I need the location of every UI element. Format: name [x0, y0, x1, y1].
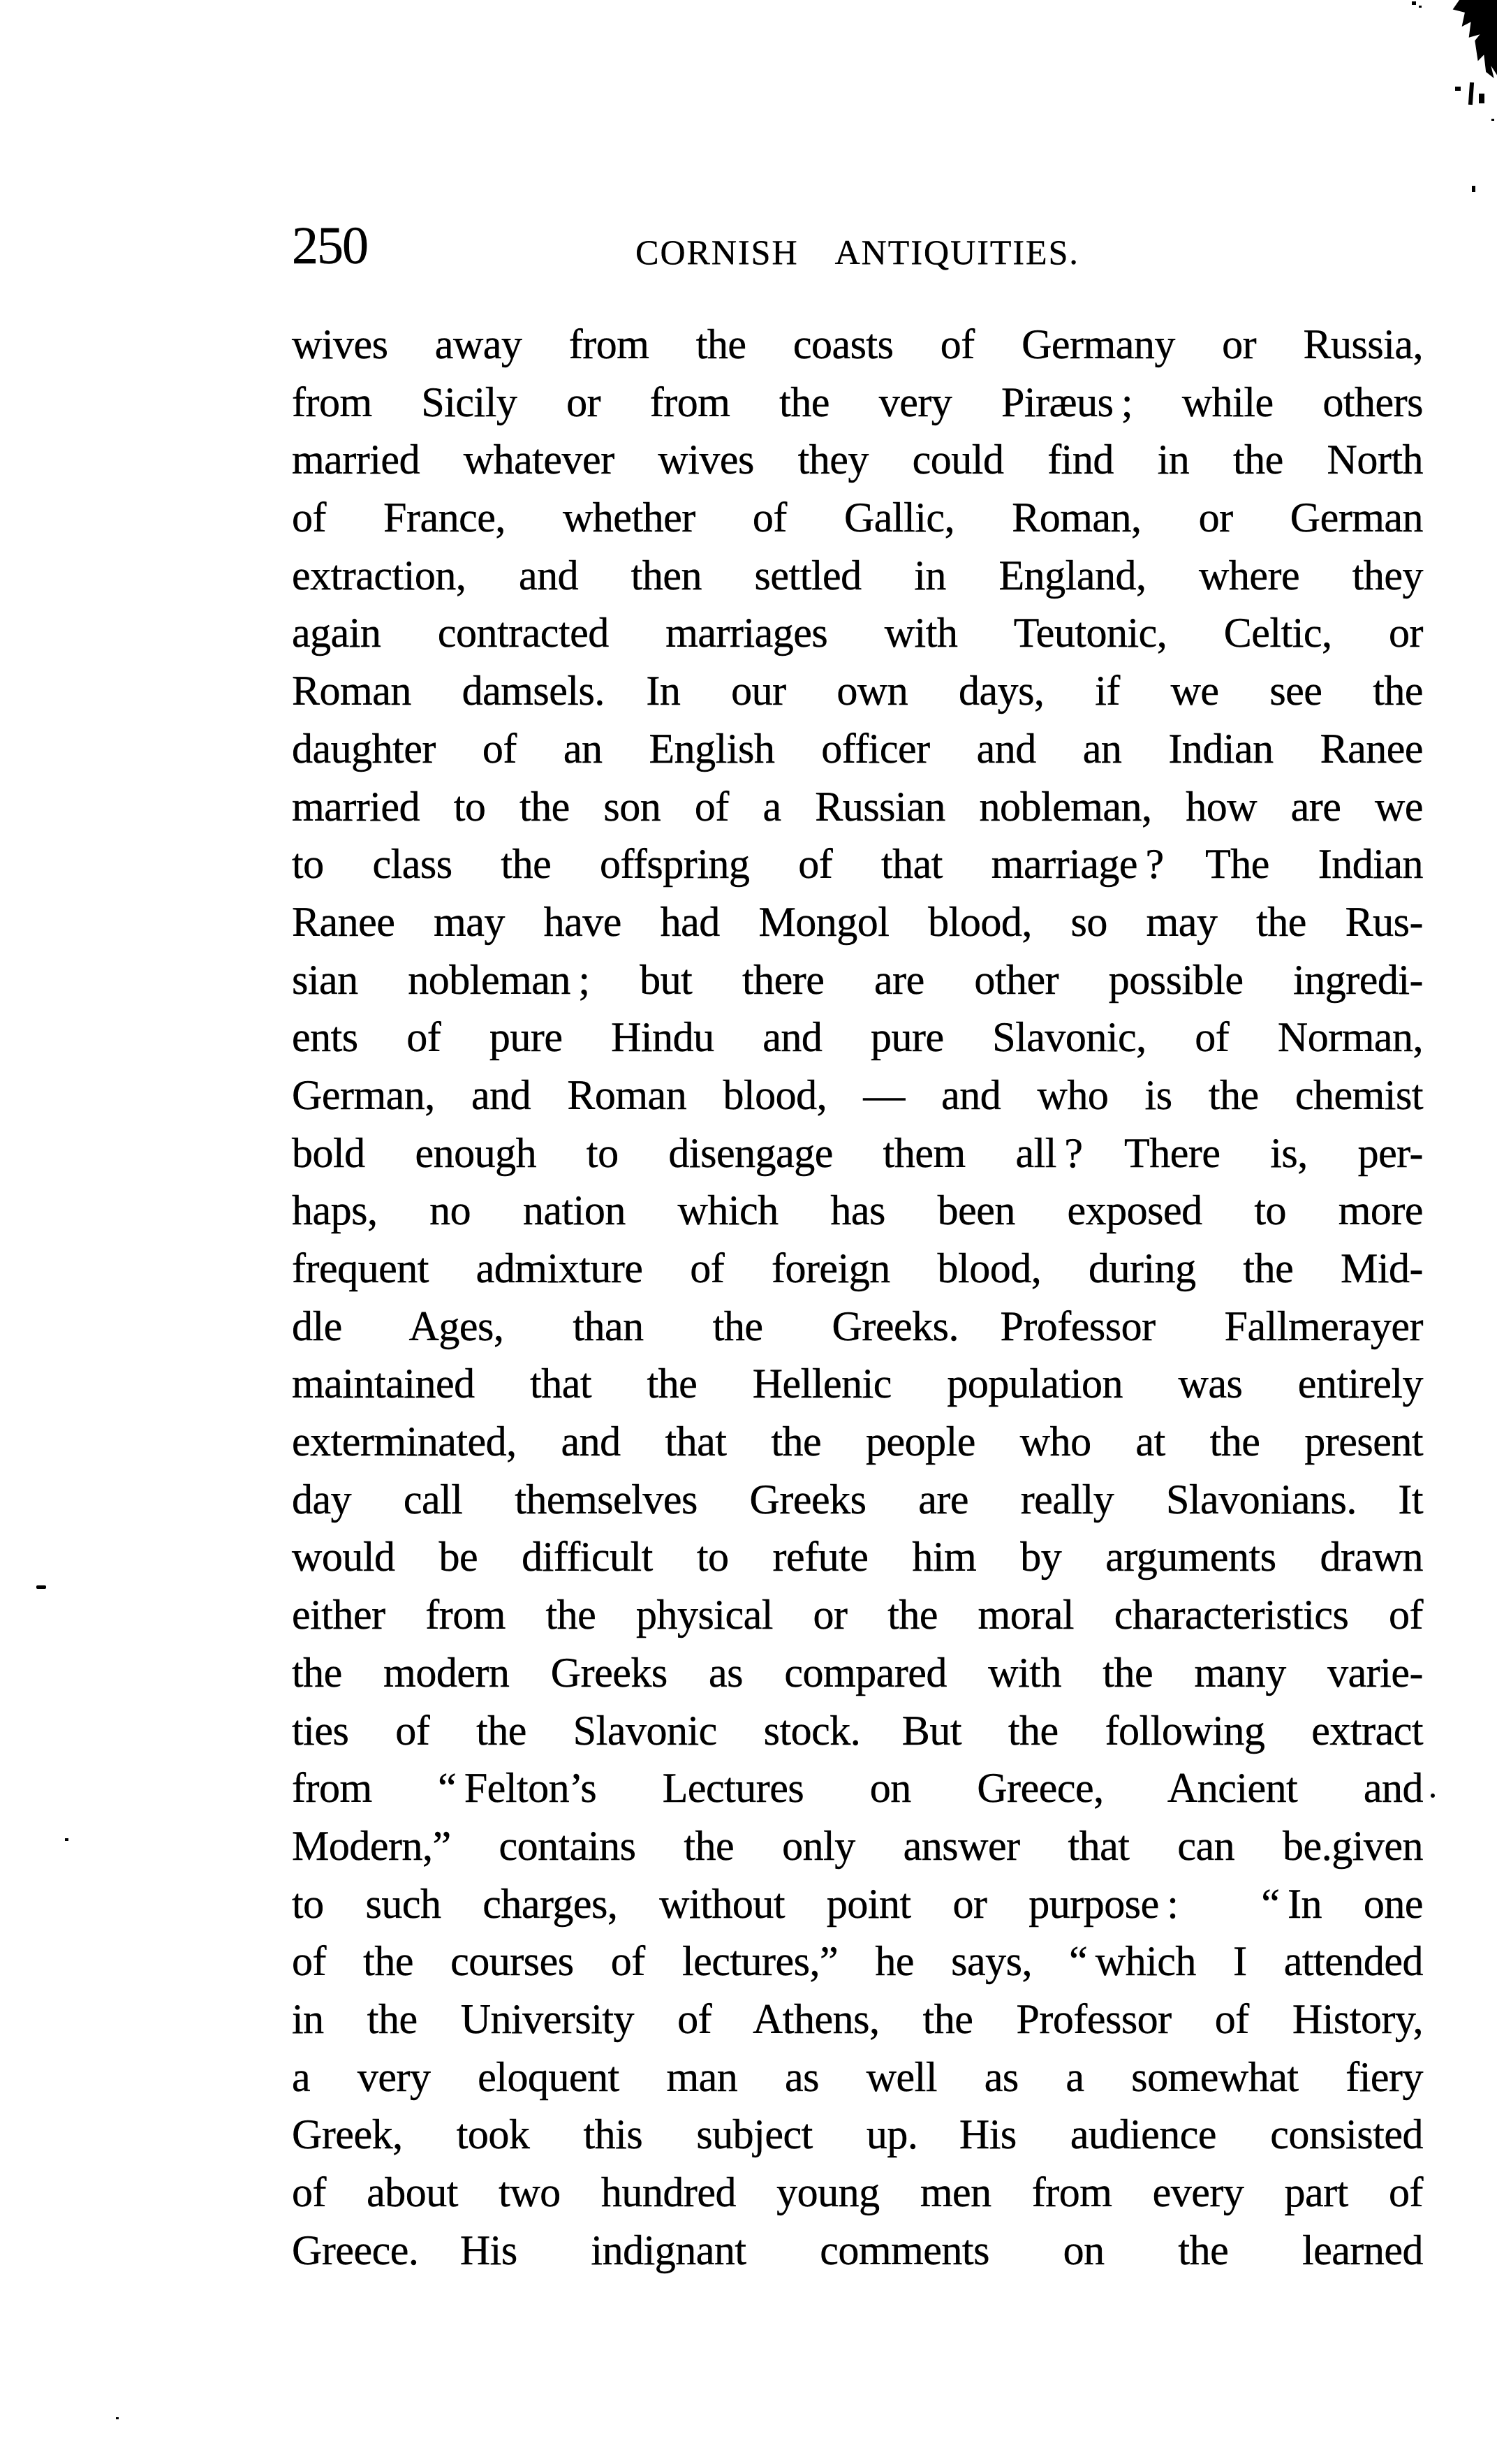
body-line: of the courses of lectures,” he says, “ which I attended: [292, 1938, 1423, 1985]
body-line: to class the offspring of that marriage ? The Indian: [292, 841, 1423, 888]
body-line: wives away from the coasts of Germany or Russia,: [292, 321, 1423, 367]
body-line: bold enough to disengage them all ? There is, per-: [292, 1129, 1423, 1176]
ink-speck: [1472, 186, 1475, 192]
body-line: in the University of Athens, the Professor of History,: [292, 1995, 1423, 2042]
body-line: day call themselves Greeks are really Slavonians. It: [292, 1476, 1423, 1523]
ink-speck: [1412, 1, 1416, 5]
body-line: married to the son of a Russian nobleman, how are we: [292, 783, 1423, 830]
body-line: of France, whether of Gallic, Roman, or German: [292, 494, 1423, 541]
body-line: Modern,” contains the only answer that can be.given: [292, 1822, 1423, 1869]
body-line: Roman damsels. In our own days, if we see the: [292, 668, 1423, 714]
body-line: daughter of an English officer and an Indian Ranee: [292, 725, 1423, 772]
ink-streak: [1479, 94, 1484, 103]
ink-speck: [116, 2417, 119, 2419]
body-line: German, and Roman blood, — and who is the chemist: [292, 1071, 1423, 1118]
body-line: again contracted marriages with Teutonic, Celtic, or: [292, 610, 1423, 657]
body-line: the modern Greeks as compared with the many varie-: [292, 1649, 1423, 1696]
body-line: married whatever wives they could find in the North: [292, 437, 1423, 483]
body-line: extraction, and then settled in England, where they: [292, 552, 1423, 599]
ink-streak: [1468, 82, 1474, 105]
ink-speck: [1431, 1794, 1435, 1798]
body-line: maintained that the Hellenic population was entirely: [292, 1361, 1423, 1407]
body-line: exterminated, and that the people who at the present: [292, 1418, 1423, 1465]
body-line: haps, no nation which has been exposed to more: [292, 1187, 1423, 1234]
body-line: Greece. His indignant comments on the learned: [292, 2227, 1423, 2273]
body-line: to such charges, without point or purpose : “ In one: [292, 1880, 1423, 1927]
body-line: a very eloquent man as well as a somewhat fiery: [292, 2053, 1423, 2100]
body-line: Greek, took this subject up. His audience consisted: [292, 2111, 1423, 2158]
ink-streak: [1455, 87, 1461, 91]
body-line: from Sicily or from the very Piræus ; while others: [292, 379, 1423, 425]
ink-speck: [65, 1838, 68, 1841]
ink-blotch: [1447, 0, 1497, 78]
body-paragraph: [292, 316, 1423, 2279]
page-number: 250: [292, 217, 367, 275]
body-line: ties of the Slavonic stock. But the following extract: [292, 1707, 1423, 1754]
body-line: frequent admixture of foreign blood, during the Mid-: [292, 1245, 1423, 1291]
body-line: would be difficult to refute him by arguments drawn: [292, 1534, 1423, 1581]
running-title: CORNISH ANTIQUITIES.: [635, 233, 1079, 272]
body-line: Ranee may have had Mongol blood, so may the Rus-: [292, 898, 1423, 945]
ink-speck: [1491, 119, 1494, 121]
body-line: sian nobleman ; but there are other possible ingredi-: [292, 956, 1423, 1003]
body-line: dle Ages, than the Greeks. Professor Fallmerayer: [292, 1303, 1423, 1349]
ink-speck: [1419, 6, 1422, 8]
body-line: of about two hundred young men from every part of: [292, 2169, 1423, 2215]
body-line: from “ Felton’s Lectures on Greece, Ancient and: [292, 1765, 1423, 1812]
body-line: either from the physical or the moral characteristics of: [292, 1592, 1423, 1638]
ink-speck: [36, 1585, 46, 1589]
body-line: ents of pure Hindu and pure Slavonic, of Norman,: [292, 1014, 1423, 1061]
